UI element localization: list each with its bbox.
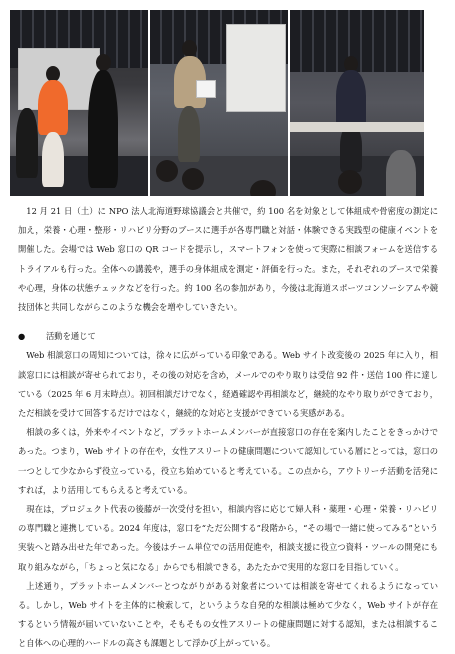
desk (290, 122, 424, 132)
person-legs (42, 132, 64, 187)
person-head (96, 54, 111, 71)
whiteboard (226, 24, 286, 112)
presenter-vest (336, 70, 366, 128)
section-heading (18, 327, 438, 346)
audience-head (182, 168, 204, 190)
event-photo-2 (150, 10, 288, 196)
body-paragraph-3: 現在は，プロジェクト代表の後藤が一次受付を担い，相談内容に応じて婦人科・薬理・心理・栄養・リハビリの専門職と連携している。2024 年度は，窓口を“ただ公開する”段階から，“その場で一緒に使ってみる”という実装へと踏み出せた年であった。今後はチーム単位での活用促進や，相談支援に役立つ資料・ツールの開発にも取り組みながら，「ちょっと気になる」からでも相談できる，あたたかで実用的な窓口を目指していく。 (18, 504, 438, 572)
presenter-head (182, 40, 197, 57)
audience-member (386, 150, 416, 196)
intro-paragraph: 12 月 21 日（土）に NPO 法人北海道野球協議会と共催で，約 100 名を対象として体組成や骨密度の測定に加え，栄養・心理・整形・リハビリ分野のブースに選手が各専門職と対話・体験できる実践型の健康イベントを開催した。会場では Web 窓口の QR コードを提示し，スマートフォンを使って実際に相談フォームを送信するトライアルも行った。全体への講義や，選手の身体組成を測定・評価を行った。また，それぞれのブースで栄養や心理，身体の状態チェックなどを行った。約 100 名の参加があり，今後は北海道スポーツコンソーシアムや競技団体と共同しながらこのような機会を増やしていきたい。 (18, 206, 438, 313)
person-orange-shirt (38, 80, 68, 135)
report-text (18, 202, 438, 654)
event-photo-1 (10, 10, 148, 196)
event-photo-3 (290, 10, 424, 196)
spacer (18, 317, 438, 327)
audience-head (338, 170, 362, 194)
bullet-icon: ● (18, 331, 26, 342)
section-title: 活動を通じて (46, 331, 96, 342)
person-black-outfit (88, 70, 118, 188)
person-seated (16, 108, 38, 178)
body-paragraph-2: 相談の多くは，外来やイベントなど，プラットホームメンバーが直接窓口の存在を案内したことをきっかけであった。つまり，Web サイトの存在や，女性アスリートの健康問題について認知している層にとっては，窓口の一つとして少なからず役立っている，役立ち始めていると考えている。この点から，アウトリーチ活動を活発にすれば，より活用してもらえると考えている。 (18, 427, 438, 495)
body-paragraph-4: 上述通り，プラットホームメンバーとつながりがある対象者については相談を寄せてくれるようになっている。しかし，Web サイトを主体的に検索して，というような自発的な相談は極めて少なく，Web サイトが存在するという情報が届いていないことや，そもそもの女性アスリートの健康問題に対する認知，または相談すること自体への心理的ハードルの高さも課題として浮かび上がっている。 (18, 580, 438, 649)
photo-strip (10, 10, 424, 196)
presenter-trousers (178, 106, 200, 162)
audience-head (156, 160, 178, 182)
body-paragraph-1: Web 相談窓口の周知については，徐々に広がっている印象である。Web サイト改変後の 2025 年に入り，相談窓口には相談が寄せられており，その後の対応を含め，メールでのやり取りは受信 92 件・送信 100 件に達している（2025 年 6 月末時点）。初回相談だけでなく，経過確認や再相談など，継続的なやり取りができており，ただ相談を受けて回答するだけではなく，継続的な対応と支援ができている実感がある。 (18, 350, 438, 419)
handout-paper (196, 80, 216, 98)
